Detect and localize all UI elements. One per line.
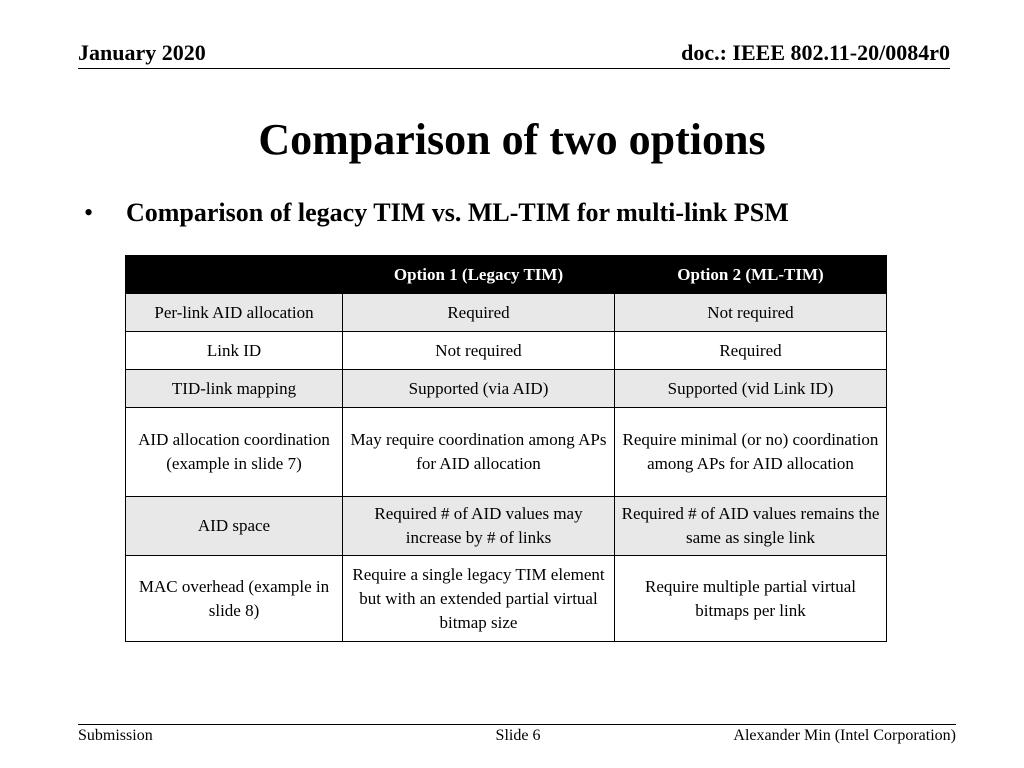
header-divider: [78, 68, 950, 69]
table-row: [126, 294, 887, 332]
row-label-cell: TID-link mapping: [126, 370, 343, 408]
table-header-row: [126, 256, 887, 294]
bullet-text: Comparison of legacy TIM vs. ML-TIM for multi-link PSM: [126, 198, 789, 227]
row-label-cell: Link ID: [126, 332, 343, 370]
table-row: [126, 370, 887, 408]
option-2-cell: Required # of AID values remains the same as single link: [615, 497, 887, 556]
option-1-cell: Required: [343, 294, 615, 332]
row-label-cell: AID space: [126, 497, 343, 556]
table-row: [126, 497, 887, 556]
bullet-icon: •: [84, 198, 94, 227]
row-label-cell: AID allocation coordination (example in slide 7): [126, 408, 343, 497]
option-1-cell: Require a single legacy TIM element but with an extended partial virtual bitmap size: [343, 556, 615, 642]
table-row: [126, 556, 887, 642]
footer-author: Alexander Min (Intel Corporation): [733, 727, 956, 744]
header-cell-option-2: Option 2 (ML-TIM): [615, 256, 887, 294]
table-row: [126, 332, 887, 370]
header-date: January 2020: [78, 40, 206, 65]
option-2-cell: Not required: [615, 294, 887, 332]
header-cell-empty: [126, 256, 343, 294]
option-2-cell: Required: [615, 332, 887, 370]
row-label-cell: Per-link AID allocation: [126, 294, 343, 332]
footer-divider: [78, 724, 956, 725]
header-doc-id: doc.: IEEE 802.11-20/0084r0: [681, 40, 950, 65]
slide-title: Comparison of two options: [258, 115, 766, 164]
option-2-cell: Require minimal (or no) coordination among APs for AID allocation: [615, 408, 887, 497]
bullet-item: [84, 196, 789, 230]
table-row: [126, 408, 887, 497]
option-1-cell: Required # of AID values may increase by # of links: [343, 497, 615, 556]
comparison-table: [125, 255, 887, 642]
option-2-cell: Supported (vid Link ID): [615, 370, 887, 408]
option-1-cell: May require coordination among APs for AID allocation: [343, 408, 615, 497]
row-label-cell: MAC overhead (example in slide 8): [126, 556, 343, 642]
option-1-cell: Not required: [343, 332, 615, 370]
option-1-cell: Supported (via AID): [343, 370, 615, 408]
option-2-cell: Require multiple partial virtual bitmaps per link: [615, 556, 887, 642]
header-cell-option-1: Option 1 (Legacy TIM): [343, 256, 615, 294]
footer-submission: Submission: [78, 727, 153, 744]
footer-slide-number: Slide 6: [495, 727, 541, 744]
